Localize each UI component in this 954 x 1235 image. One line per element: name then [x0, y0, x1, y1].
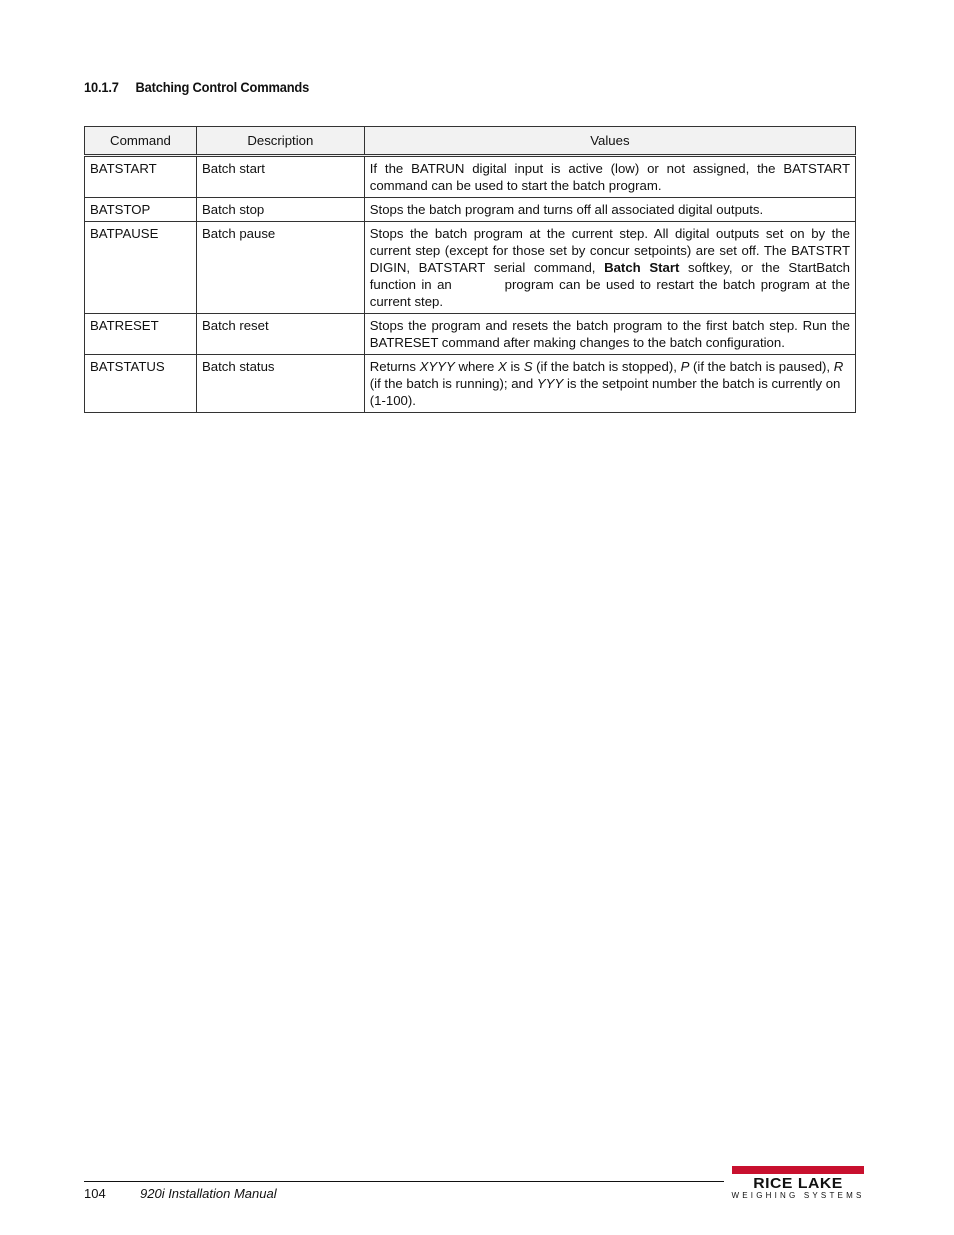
- values-text: softkey, or the StartBatch function in an: [369, 260, 850, 292]
- description-cell: Batch stop: [196, 198, 364, 222]
- manual-title: 920i Installation Manual: [140, 1186, 277, 1201]
- values-text: program can be used to restart the batch program at the current step.: [369, 277, 850, 309]
- values-cell: Stops the batch program and turns off all associated digital outputs.: [364, 198, 855, 222]
- values-italic: XYYY: [419, 359, 455, 374]
- column-header-values: Values: [364, 127, 855, 156]
- values-cell: Stops the program and resets the batch program to the first batch step. Run the BATRESET command after making changes to the batch configuration.: [364, 314, 855, 355]
- values-cell: [364, 222, 855, 314]
- batching-commands-table: [84, 126, 856, 413]
- values-text: is: [506, 359, 524, 374]
- description-cell: Batch status: [196, 355, 364, 413]
- table-row: [85, 222, 856, 314]
- softkey-name: Batch Start: [604, 260, 680, 275]
- values-text: (if the batch is stopped),: [532, 359, 681, 374]
- values-text: is the setpoint number the batch is currently on (1-100).: [369, 376, 841, 408]
- command-cell: BATSTOP: [85, 198, 197, 222]
- rice-lake-logo: [728, 1166, 868, 1202]
- table-row: [85, 198, 856, 222]
- footer-rule: [84, 1181, 724, 1182]
- section-heading: [84, 79, 309, 95]
- description-cell: Batch reset: [196, 314, 364, 355]
- section-title: Batching Control Commands: [135, 79, 310, 95]
- values-italic: S: [523, 359, 533, 374]
- table-row: [85, 314, 856, 355]
- command-cell: BATSTATUS: [85, 355, 197, 413]
- values-italic: P: [680, 359, 690, 374]
- page-number: 104: [84, 1186, 106, 1201]
- column-header-command: Command: [85, 127, 197, 156]
- table-header-row: [85, 127, 856, 156]
- logo-subtext: WEIGHING SYSTEMS: [731, 1191, 865, 1200]
- values-italic: YYY: [536, 376, 564, 391]
- command-cell: BATSTART: [85, 156, 197, 198]
- values-italic: R: [833, 359, 844, 374]
- section-number: 10.1.7: [84, 79, 119, 95]
- logo-brand-text: RICE LAKE: [753, 1175, 843, 1192]
- values-text: (if the batch is running); and: [369, 376, 537, 391]
- command-cell: BATPAUSE: [85, 222, 197, 314]
- table-row: [85, 355, 856, 413]
- values-cell: If the BATRUN digital input is active (low) or not assigned, the BATSTART command can be used to start the batch program.: [364, 156, 855, 198]
- command-cell: BATRESET: [85, 314, 197, 355]
- values-italic: X: [498, 359, 507, 374]
- column-header-description: Description: [196, 127, 364, 156]
- table-row: [85, 156, 856, 198]
- values-cell: [364, 355, 855, 413]
- values-text: Returns: [369, 359, 420, 374]
- logo-red-bar: [732, 1166, 864, 1174]
- description-cell: Batch start: [196, 156, 364, 198]
- description-cell: Batch pause: [196, 222, 364, 314]
- values-text: Stops the batch program at the current step. All digital outputs set on by the current step (except for those set by concur setpoints) are set off. The BATSTRT DIGIN, BATSTART serial command,: [369, 226, 850, 275]
- values-text: where: [454, 359, 499, 374]
- values-text: (if the batch is paused),: [689, 359, 834, 374]
